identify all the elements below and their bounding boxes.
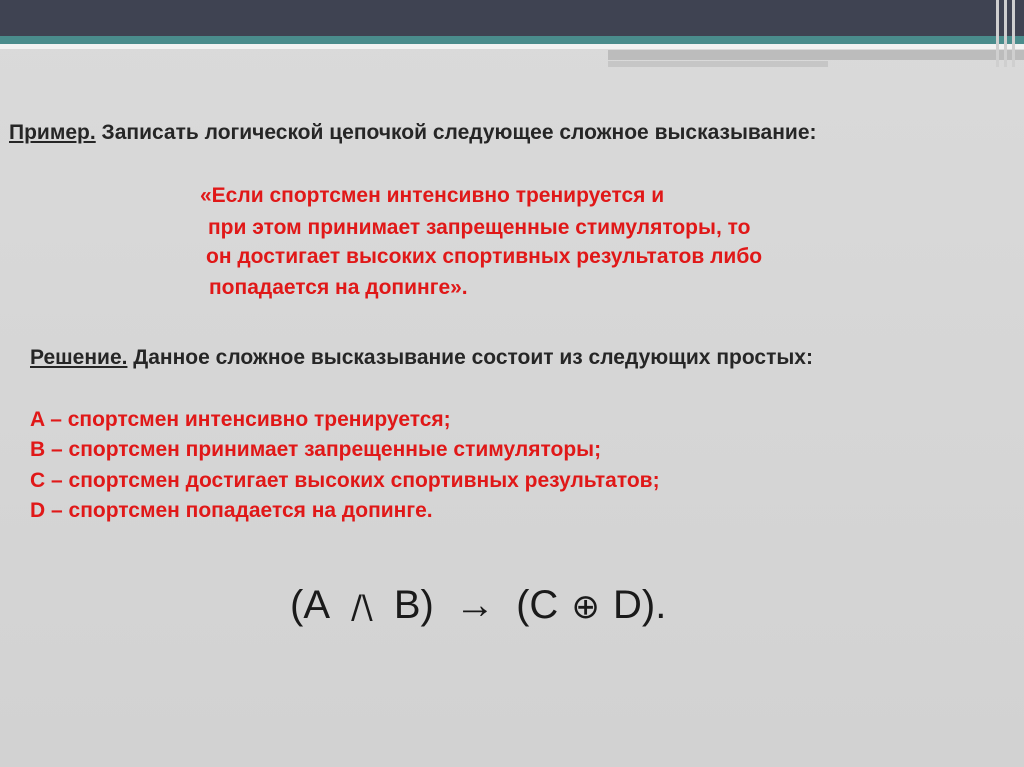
implication-arrow-icon: → (454, 583, 495, 627)
formula-open-a: (A (290, 583, 330, 627)
formula-d-close: D). (613, 583, 667, 627)
right-decor-stripe (1004, 0, 1007, 67)
solution-text: Данное сложное высказывание состоит из следующих простых: (127, 346, 813, 369)
quote-line: попадается на допинге». (209, 276, 468, 299)
statement-b: B – спортсмен принимает запрещенные стимуляторы; (30, 438, 602, 461)
example-label: Пример. (9, 121, 96, 144)
top-decor-bar (0, 0, 1024, 36)
right-decor-stripe (1012, 0, 1015, 67)
logic-formula (290, 581, 666, 631)
and-operator: /\ (351, 588, 373, 626)
formula-b-close: B) (393, 583, 434, 627)
teal-decor-strip (0, 36, 1024, 44)
quote-line: он достигает высоких спортивных результатов либо (206, 245, 763, 268)
example-text: Записать логической цепочкой следующее сложное высказывание: (95, 121, 817, 144)
white-decor-strip (0, 44, 1024, 49)
solution-paragraph (30, 346, 813, 370)
quote-line: при этом принимает запрещенные стимуляторы, то (208, 216, 751, 239)
statement-c: C – спортсмен достигает высоких спортивных результатов; (30, 469, 660, 492)
solution-label: Решение. (30, 346, 128, 369)
gray-decor-bar (608, 50, 1024, 60)
gray-decor-bar-small (608, 61, 828, 67)
statement-a: A – спортсмен интенсивно тренируется; (30, 408, 451, 431)
formula-open-c: (C (516, 583, 559, 627)
example-paragraph (9, 121, 817, 145)
quote-line: «Если спортсмен интенсивно тренируется и (200, 184, 665, 207)
right-decor-stripe (996, 0, 999, 67)
statement-d: D – спортсмен попадается на допинге. (30, 499, 433, 522)
xor-operator: ⊕ (571, 587, 600, 627)
